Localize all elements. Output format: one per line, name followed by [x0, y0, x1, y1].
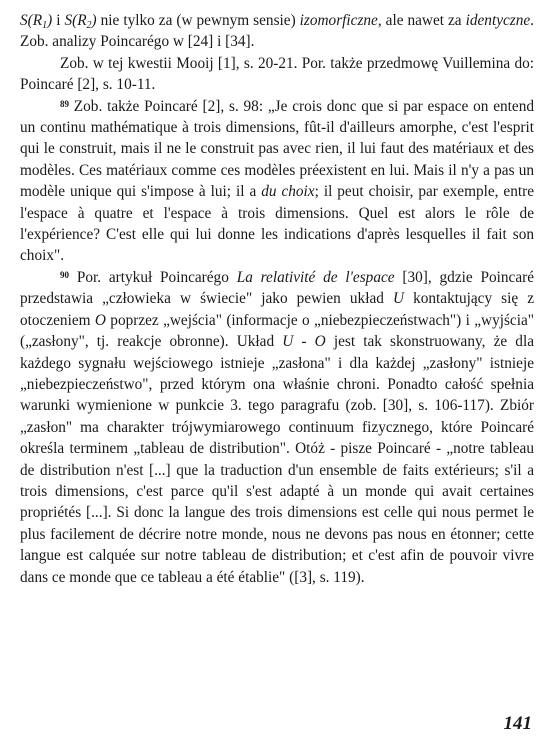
emphasis: izomorficzne: [299, 12, 378, 29]
math-symbol: $S(R_2)$: [64, 12, 97, 31]
emphasis: La relativité de l'espace: [236, 268, 395, 286]
emphasis: O: [314, 333, 326, 351]
paragraph: Zob. w tej kwestii Mooij [1], s. 20-21. Por. także przedmowę Vuillemina do: Poincaré [2], s. 10-11.: [20, 54, 534, 94]
emphasis: U: [392, 290, 405, 308]
footnote-number: 90: [60, 269, 69, 280]
emphasis: O: [94, 311, 106, 329]
footnote-89: $^{89}$ Zob. także Poincaré [2], s. 98: „Je crois donc que si par espace on entend un continu mathématique à trois dimensions, fût-il d'ailleurs amorphe, c'est l'esprit qui le construit, mais il ne le construit pas avec rien, il lui faut des matériaux et des modèles. Ces matériaux comme ces modèles préexistent en lui. Mais il n'y a pas un modèle unique qui s'impose à lui; il a du choix; il peut choisir, par exemple, entre l'espace à quatre et l'espace à trois dimensions. Quel est alors le rôle de l'expérience? C'est elle qui lui donne les indications d'après lesquelles il fait son choix".: [20, 97, 535, 265]
emphasis: U: [282, 333, 294, 351]
paragraph-continued: $S(R_1)$ i $S(R_2)$ nie tylko za (w pewnym sensie) izomorficzne, ale nawet za identyczne. Zob. analizy Poincarégo w [24] i [34].: [20, 12, 534, 51]
emphasis: identyczne: [465, 12, 531, 29]
math-symbol: $S(R_1)$: [20, 12, 53, 31]
page-number: 141: [503, 713, 532, 734]
emphasis: du choix: [261, 183, 315, 201]
page-body: [20, 10, 534, 588]
footnote-number: 89: [60, 98, 69, 109]
footnote-90: $^{90}$ Por. artykuł Poincarégo La relativité de l'espace [30], gdzie Poincaré przedstawia „człowieka w świecie" jako pewien układ U kontaktujący się z otoczeniem O poprzez „wejścia" (informacje o „niebezpieczeństwach") i „wyjścia" („zasłony", tj. reakcje obronne). Układ U - O jest tak skonstruowany, że dla każdego sygnału wejściowego istnieje „zasłona" i dla każdej „zasłony" istnieje „niebezpieczeństwo", przed którym ona właśnie chroni. Ponadto całość spełnia warunki wymienione w punkcie 3. tego paragrafu (zob. [30], s. 106-117). Zbiór „zasłon" ma charakter trójwymiarowego continuum fizycznego, które Poincaré określa terminem „tableau de distribution". Otóż - pisze Poincaré - „notre tableau de distribution n'est [...] que la traduction d'un ensemble de faits extérieurs; s'il a trois dimensions, c'est parce qu'il s'est adapté à un monde qui avait certaines propriétés [...]. Si donc la langue des trois dimensions est celle qui nous permet le plus facilement de décrire notre monde, nous ne devons pas nous en étonner; cette langue est calquée sur notre tableau de distribution; et c'est afin de pouvoir vivre dans ce monde que ce tableau a été établie" ([3], s. 119).: [20, 268, 535, 586]
